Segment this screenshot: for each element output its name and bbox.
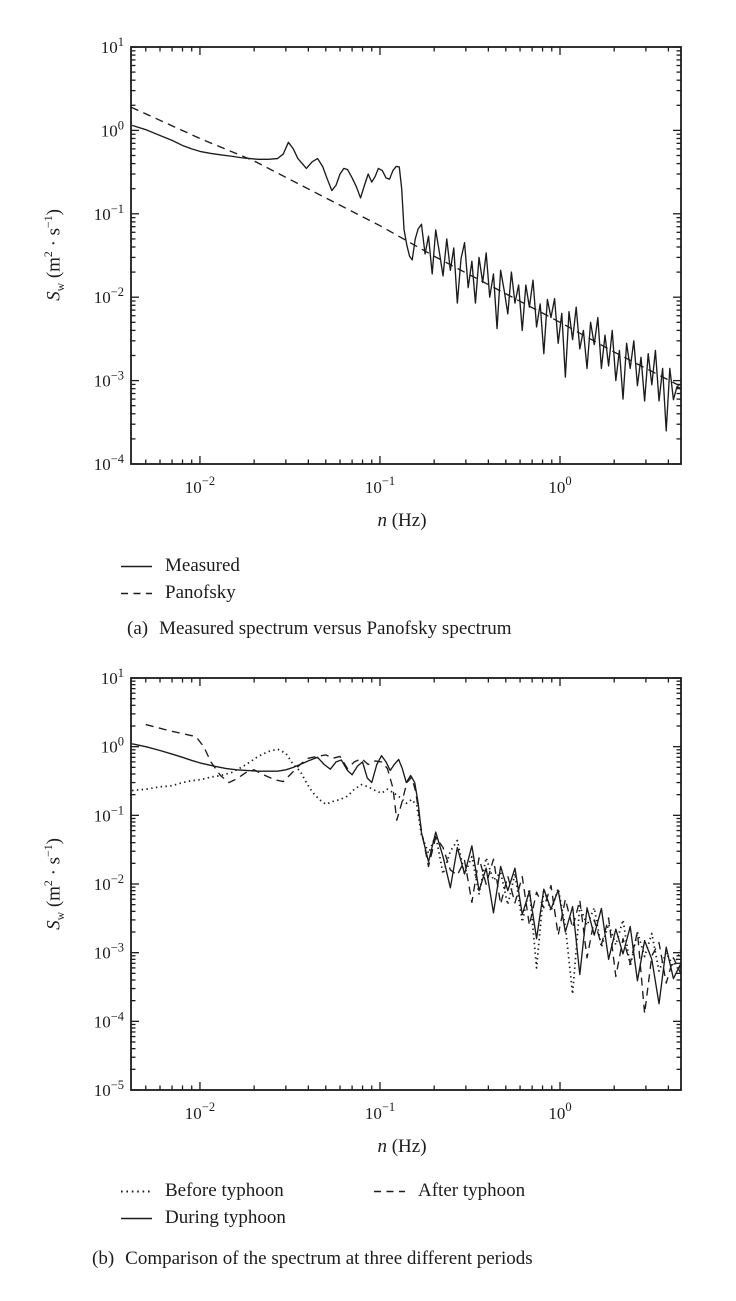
chart-a-x-axis-label: n (Hz): [377, 510, 427, 531]
dashed-line-icon: [120, 587, 153, 600]
chart-a-y-axis-label: $S_w$ $(m^2 \cdot s^{-1})$: [41, 209, 68, 301]
caption-b-text: Comparison of the spectrum at three different periods: [125, 1248, 533, 1269]
y-tick-label: $10^{-4}$: [93, 452, 124, 474]
x-tick-label: $10^0$: [548, 474, 572, 497]
dotted-line-icon: [120, 1185, 153, 1198]
x-tick-label: $10^{-1}$: [364, 1100, 396, 1123]
legend-label: Measured: [165, 555, 240, 576]
y-tick-label: $10^0$: [100, 734, 124, 757]
y-tick-label: $10^{-4}$: [93, 1009, 124, 1032]
y-var-sub: w: [54, 911, 68, 921]
caption-a: [127, 618, 512, 640]
legend-label: After typhoon: [418, 1180, 526, 1201]
x-tick-label: $10^{-2}$: [184, 474, 216, 497]
legend-label: During typhoon: [165, 1207, 286, 1228]
chart-b-y-axis-label: $S_w$ $(m^2 \cdot s^{-1})$: [41, 838, 68, 930]
plot-a-tick-labels: [94, 35, 572, 497]
dashed-line-icon: [373, 1185, 406, 1198]
y-var: S: [43, 291, 65, 301]
plot-b-series-during-typhoon: [132, 744, 681, 1004]
caption-a-text: Measured spectrum versus Panofsky spectrum: [159, 618, 512, 639]
legend-item-after-typhoon: [373, 1178, 525, 1204]
plot-a: [94, 35, 681, 497]
plot-b-series-before-typhoon: [132, 749, 681, 994]
y-tick-label: $10^{-2}$: [93, 872, 124, 894]
chart-b-x-axis-label: n (Hz): [377, 1136, 427, 1157]
x-tick-label: $10^{-2}$: [184, 1100, 216, 1123]
plot-b-frame: [131, 678, 681, 1090]
y-tick-label: $10^{-3}$: [93, 940, 124, 963]
y-var-sub: w: [54, 282, 68, 292]
y-tick-label: $10^{-1}$: [93, 803, 124, 826]
plot-b-ticks: [131, 678, 681, 1090]
caption-a-tag: (a): [127, 618, 149, 639]
y-tick-label: $10^{-1}$: [93, 201, 124, 224]
legend-item-measured: [120, 553, 240, 579]
plot-a-frame: [131, 47, 681, 464]
caption-b: [92, 1248, 533, 1270]
y-tick-label: $10^{-3}$: [93, 368, 124, 391]
x-tick-label: $10^0$: [548, 1100, 572, 1123]
solid-line-icon: [120, 560, 153, 573]
x-var: n: [377, 510, 387, 531]
plot-a-series-panofsky: [131, 107, 681, 386]
plot-a-ticks: [131, 47, 681, 464]
y-var: S: [43, 920, 65, 930]
plot-a-series-measured: [132, 125, 681, 430]
x-tick-label: $10^{-1}$: [364, 474, 396, 497]
solid-line-icon: [120, 1212, 153, 1225]
caption-b-tag: (b): [92, 1248, 115, 1269]
legend-label: Before typhoon: [165, 1180, 284, 1201]
y-tick-label: $10^{-5}$: [93, 1078, 124, 1100]
plot-b: [94, 666, 681, 1123]
y-tick-label: $10^0$: [100, 118, 124, 141]
y-tick-label: $10^{-2}$: [93, 285, 124, 308]
y-tick-label: $10^1$: [100, 35, 124, 57]
x-var: n: [377, 1136, 387, 1157]
legend-item-panofsky: [120, 580, 236, 606]
legend-item-during-typhoon: [120, 1205, 286, 1231]
legend-item-before-typhoon: [120, 1178, 284, 1204]
plot-b-tick-labels: [94, 666, 572, 1123]
legend-label: Panofsky: [165, 582, 236, 603]
y-tick-label: $10^1$: [100, 666, 124, 688]
